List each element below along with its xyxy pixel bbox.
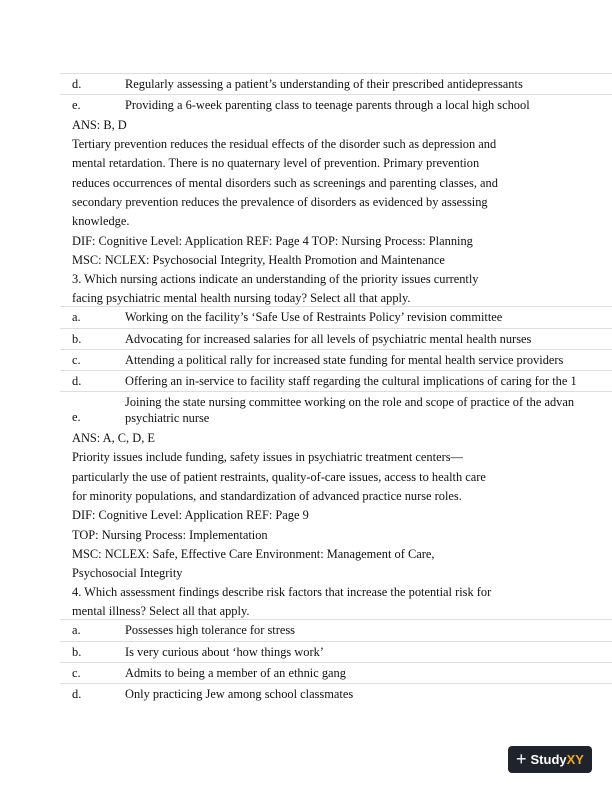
option-text: Offering an in-service to facility staff regarding the cultural implications of caring for the 1 (125, 374, 577, 388)
rationale-line: reduces occurrences of mental disorders such as screenings and parenting classes, and (72, 176, 498, 190)
option-letter: e. (72, 98, 81, 112)
msc-line: MSC: NCLEX: Safe, Effective Care Environment: Management of Care, (72, 547, 435, 561)
question-stem: facing psychiatric mental health nursing today? Select all that apply. (72, 291, 411, 305)
option-letter: b. (72, 332, 82, 346)
option-text: Providing a 6-week parenting class to teenage parents through a local high school (125, 98, 530, 112)
option-row (60, 662, 612, 683)
option-letter: b. (72, 645, 82, 659)
option-text: Possesses high tolerance for stress (125, 623, 295, 637)
option-letter: a. (72, 310, 81, 324)
rationale-line: Tertiary prevention reduces the residual effects of the disorder such as depression and (72, 137, 497, 151)
option-text: Joining the state nursing committee working on the role and scope of practice of the advan (125, 395, 575, 409)
question-stem: 4. Which assessment findings describe risk factors that increase the potential risk for (72, 585, 492, 599)
option-text: Admits to being a member of an ethnic gang (125, 666, 346, 680)
option-row (60, 683, 612, 704)
option-row (60, 94, 612, 115)
option-row (60, 641, 612, 662)
studyxy-badge[interactable] (508, 746, 592, 773)
option-text: Advocating for increased salaries for all levels of psychiatric mental health nurses (125, 332, 532, 346)
rationale-line: knowledge. (72, 214, 130, 228)
option-row (60, 349, 612, 370)
option-row (60, 328, 612, 349)
answer-line: ANS: A, C, D, E (72, 431, 155, 445)
option-row (60, 73, 612, 94)
option-text: Only practicing Jew among school classmates (125, 687, 354, 701)
option-row (60, 619, 612, 641)
option-letter: d. (72, 374, 82, 388)
plus-icon: + (516, 748, 527, 769)
question-stem: mental illness? Select all that apply. (72, 604, 250, 618)
option-text: Regularly assessing a patient’s understanding of their prescribed antidepressants (125, 77, 523, 91)
dif-line: DIF: Cognitive Level: Application REF: Page 4 TOP: Nursing Process: Planning (72, 234, 473, 248)
brand-name: StudyXY (530, 752, 584, 767)
option-text: Attending a political rally for increased state funding for mental health service providers (125, 353, 564, 367)
option-letter: c. (72, 353, 81, 367)
msc-line: Psychosocial Integrity (72, 566, 183, 580)
rationale-line: for minority populations, and standardization of advanced practice nurse roles. (72, 489, 462, 503)
option-text: Working on the facility’s ‘Safe Use of Restraints Policy’ revision committee (125, 310, 503, 324)
option-row (60, 370, 612, 391)
answer-line: ANS: B, D (72, 118, 127, 132)
question-stem: 3. Which nursing actions indicate an understanding of the priority issues currently (72, 272, 479, 286)
option-text: psychiatric nurse (125, 411, 210, 425)
top-line: TOP: Nursing Process: Implementation (72, 528, 268, 542)
option-letter: e. (72, 410, 81, 424)
option-text: Is very curious about ‘how things work’ (125, 645, 324, 659)
dif-line: DIF: Cognitive Level: Application REF: Page 9 (72, 508, 309, 522)
option-letter: a. (72, 623, 81, 637)
option-letter: c. (72, 666, 81, 680)
rationale-line: secondary prevention reduces the prevalence of disorders as evidenced by assessing (72, 195, 488, 209)
rationale-line: Priority issues include funding, safety issues in psychiatric treatment centers— (72, 450, 463, 464)
rationale-line: mental retardation. There is no quaternary level of prevention. Primary prevention (72, 156, 480, 170)
msc-line: MSC: NCLEX: Psychosocial Integrity, Health Promotion and Maintenance (72, 253, 445, 267)
option-letter: d. (72, 687, 82, 701)
option-letter: d. (72, 77, 82, 91)
option-row (60, 391, 612, 428)
rationale-line: particularly the use of patient restraints, quality-of-care issues, access to health care (72, 470, 486, 484)
option-row (60, 306, 612, 328)
